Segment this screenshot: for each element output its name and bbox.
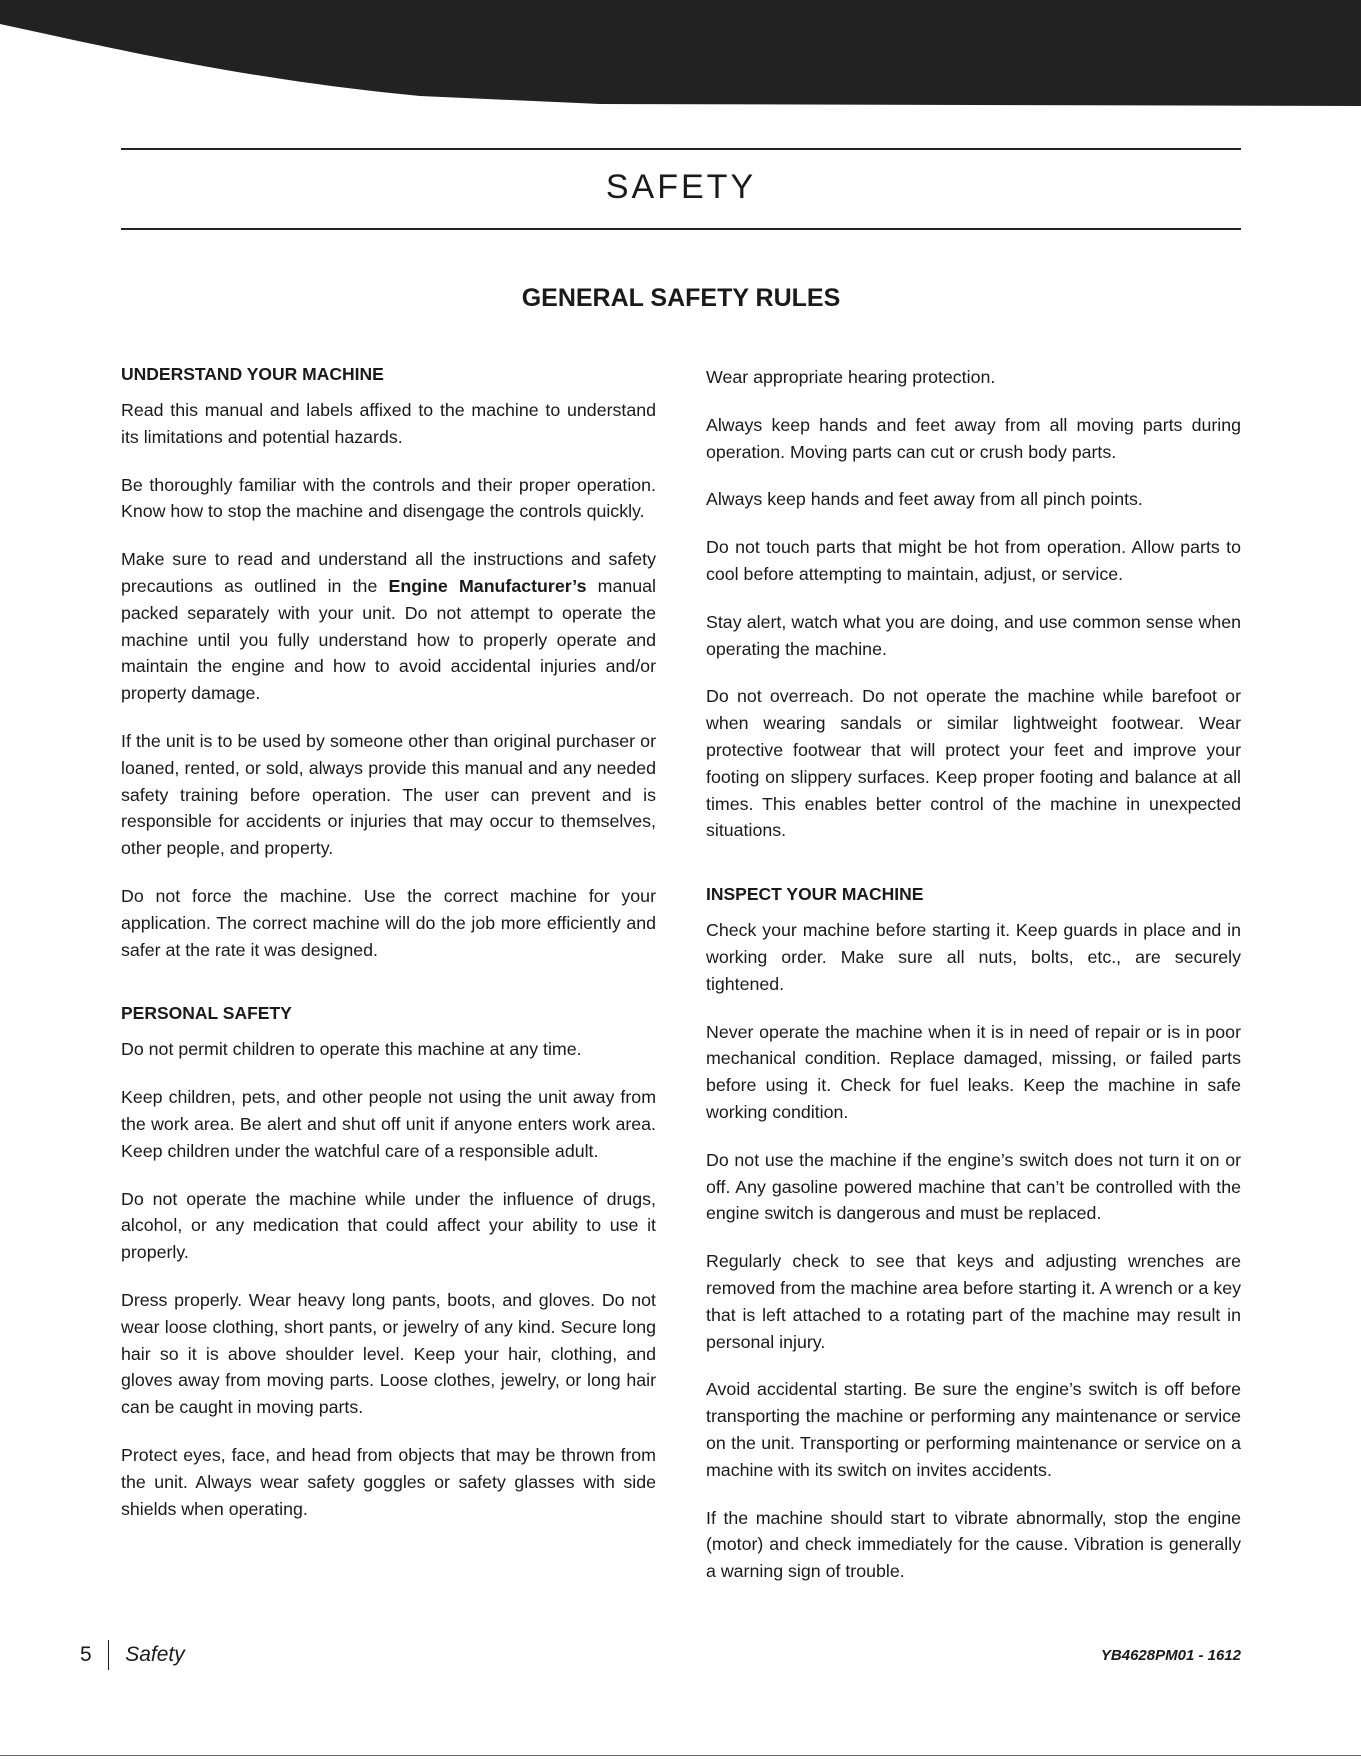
personal-para-4: Dress properly. Wear heavy long pants, boots, and gloves. Do not wear loose clothing, short pants, or jewelry of any kind. Secure long hair so it is above shoulder level. Keep your hair, clothing, and gloves away from moving parts. Loose clothes, jewelry, or long hair can be caught in moving parts.	[121, 1289, 656, 1418]
inspect-heading: INSPECT YOUR MACHINE	[706, 884, 924, 905]
personal-cont-para-2: Always keep hands and feet away from all moving parts during operation. Moving parts can cut or crush body parts.	[706, 414, 1241, 462]
inspect-para-5: Avoid accidental starting. Be sure the engine’s switch is off before transporting the machine or performing any maintenance or service on the unit. Transporting or performing maintenance or service on a machine with its switch on invites accidents.	[706, 1379, 1241, 1480]
title-rule-top	[121, 148, 1241, 150]
left-column	[121, 364, 656, 1543]
footer-page-label	[80, 1640, 185, 1670]
title-rule-bottom	[121, 228, 1241, 230]
understand-para-3-a: Make sure to read and understand all the instructions and safety precautions as outlined in the	[121, 549, 656, 596]
personal-cont-para-6: Do not overreach. Do not operate the machine while barefoot or when wearing sandals or similar lightweight footwear. Wear protective footwear that will protect your feet and improve your footing on slippery surfaces. Keep proper footing and balance at all times. This enables better control of the machine in unexpected situations.	[706, 686, 1241, 841]
header-band	[0, 0, 1361, 110]
footer-divider	[108, 1640, 110, 1670]
page-number: 5	[80, 1643, 92, 1666]
inspect-para-3: Do not use the machine if the engine’s switch does not turn it on or off. Any gasoline powered machine that can’t be controlled with the engine switch is dangerous and must be replaced.	[706, 1149, 1241, 1224]
understand-heading: UNDERSTAND YOUR MACHINE	[121, 364, 384, 384]
personal-cont-para-4: Do not touch parts that might be hot from operation. Allow parts to cool before attempting to maintain, adjust, or service.	[706, 537, 1241, 584]
inspect-para-6: If the machine should start to vibrate abnormally, stop the engine (motor) and check immediately for the cause. Vibration is generally a warning sign of trouble.	[706, 1507, 1241, 1582]
personal-cont-para-1: Wear appropriate hearing protection.	[706, 367, 996, 387]
personal-para-1: Do not permit children to operate this machine at any time.	[121, 1039, 582, 1060]
understand-para-2: Be thoroughly familiar with the controls and their proper operation. Know how to stop the machine and disengage the controls quickly.	[121, 474, 656, 522]
personal-cont-para-3: Always keep hands and feet away from all pinch points.	[706, 489, 1143, 510]
engine-manufacturer-emphasis: Engine Manufacturer’s	[388, 575, 587, 596]
personal-para-5: Protect eyes, face, and head from objects that may be thrown from the unit. Always wear safety goggles or safety glasses with side shields when operating.	[121, 1444, 656, 1519]
inspect-para-4: Regularly check to see that keys and adjusting wrenches are removed from the machine area before starting it. A wrench or a key that is left attached to a rotating part of the machine may result in personal injury.	[706, 1251, 1241, 1352]
personal-cont-para-5: Stay alert, watch what you are doing, and use common sense when operating the machine.	[706, 611, 1241, 659]
section-title: SAFETY	[605, 168, 757, 206]
main-heading: GENERAL SAFETY RULES	[521, 284, 841, 312]
understand-para-4: If the unit is to be used by someone other than original purchaser or loaned, rented, or sold, always provide this manual and any needed safety training before operation. The user can prevent and is responsible for accidents or injuries that may occur to themselves, other people, and property.	[121, 730, 656, 859]
personal-para-2: Keep children, pets, and other people not using the unit away from the work area. Be alert and shut off unit if anyone enters work area. Keep children under the watchful care of a responsible adult.	[121, 1087, 656, 1161]
header-swoosh	[0, 0, 1361, 110]
document-code: YB4628PM01 - 1612	[1100, 1647, 1241, 1664]
understand-para-3	[121, 546, 656, 707]
understand-para-3-b: manual packed separately with your unit. Do not attempt to operate the machine until you fully understand how to properly operate and maintain the engine and how to avoid accidental injuries and/or property damage.	[121, 575, 656, 704]
footer-section-name: Safety	[125, 1643, 185, 1666]
inspect-para-2: Never operate the machine when it is in need of repair or is in poor mechanical condition. Replace damaged, missing, or failed parts before using it. Check for fuel leaks. Keep the machine in safe working condition.	[706, 1021, 1241, 1122]
personal-para-3: Do not operate the machine while under the influence of drugs, alcohol, or any medication that could affect your ability to use it properly.	[121, 1188, 656, 1263]
understand-para-1: Read this manual and labels affixed to the machine to understand its limitations and potential hazards.	[121, 400, 656, 447]
understand-para-5: Do not force the machine. Use the correct machine for your application. The correct machine will do the job more efficiently and safer at the rate it was designed.	[121, 885, 656, 960]
inspect-para-1: Check your machine before starting it. Keep guards in place and in working order. Make sure all nuts, bolts, etc., are securely tightened.	[706, 920, 1241, 994]
bottom-border	[0, 1755, 1361, 1756]
right-column	[706, 364, 1241, 1606]
personal-heading: PERSONAL SAFETY	[121, 1003, 292, 1024]
